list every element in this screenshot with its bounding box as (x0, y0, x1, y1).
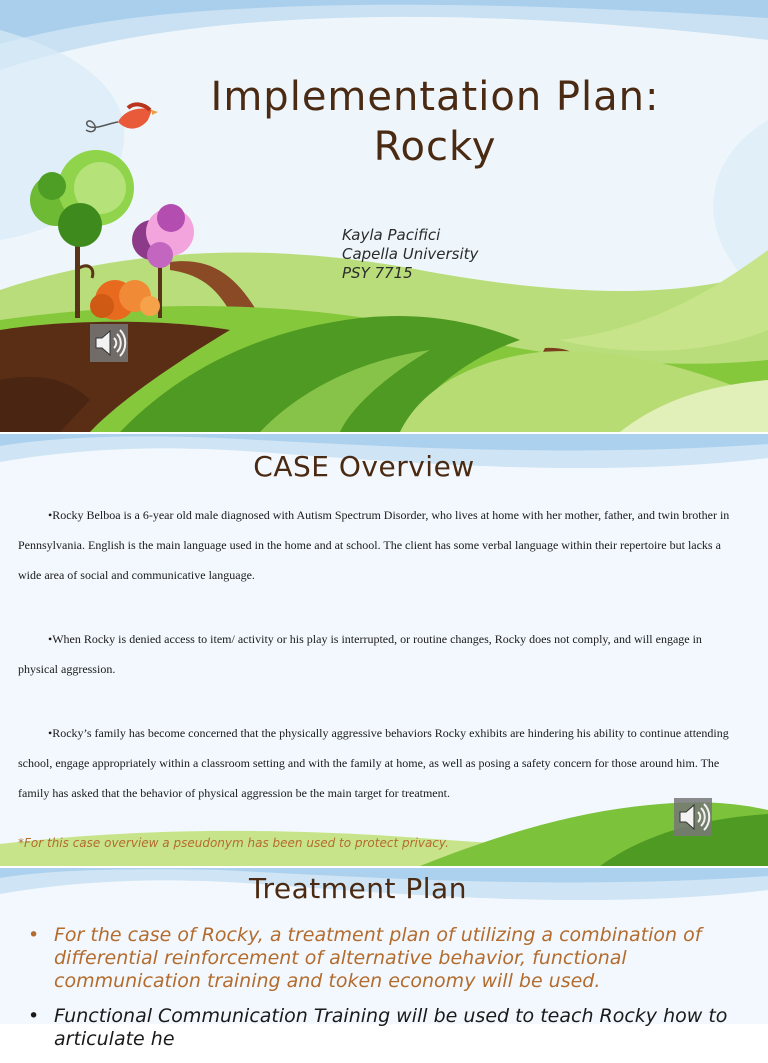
author-info (342, 226, 478, 283)
speaker-audio-icon[interactable] (90, 324, 128, 362)
speaker-audio-icon[interactable] (674, 798, 712, 836)
bullet-marker: • (28, 1005, 40, 1027)
university-name: Capella University (342, 245, 479, 263)
case-overview-slide (0, 434, 768, 866)
case-paragraph (18, 624, 738, 684)
title-line-1: Implementation Plan: (210, 74, 660, 120)
title-line-2: Rocky (373, 124, 497, 170)
list-item (28, 1005, 748, 1051)
bird-icon (0, 0, 768, 432)
list-item (28, 924, 748, 993)
bullet-text: Functional Communication Training will be used to teach Rocky how to articulate he (54, 1005, 728, 1050)
bullet-marker: • (28, 924, 40, 946)
case-paragraph (18, 718, 738, 808)
course-code: PSY 7715 (342, 264, 413, 282)
author-name: Kayla Pacifici (342, 226, 441, 244)
treatment-bullet-list (28, 924, 748, 1063)
case-paragraph-text: •Rocky’s family has become concerned that the physically aggressive behaviors Rocky exhibits are hindering his ability to continue attending school, engage appropriately within a classroom setting and with the family at home, as well as posing a safety concern for those around him. The family has asked that the behavior of physical aggression be the main target for treatment. (18, 726, 729, 800)
title-slide (0, 0, 768, 432)
case-paragraph (18, 500, 738, 590)
bullet-text: For the case of Rocky, a treatment plan of utilizing a combination of differential reinforcement of alternative behavior, functional communication training and token economy will be used. (54, 924, 702, 992)
case-paragraph-text: •Rocky Belboa is a 6-year old male diagnosed with Autism Spectrum Disorder, who lives at home with her mother, father, and twin brother in Pennsylvania. English is the main language used in the home and at school. The client has some verbal language within their repertoire but lacks a wide area of social and communicative language. (18, 508, 730, 582)
privacy-note: *For this case overview a pseudonym has been used to protect privacy. (18, 836, 449, 850)
case-overview-title: CASE Overview (253, 450, 475, 483)
case-paragraph-text: •When Rocky is denied access to item/ activity or his play is interrupted, or routine changes, Rocky does not comply, and will engage in physical aggression. (18, 632, 702, 676)
treatment-plan-slide (0, 868, 768, 1050)
treatment-plan-title: Treatment Plan (249, 872, 467, 905)
presentation-title (160, 72, 710, 172)
